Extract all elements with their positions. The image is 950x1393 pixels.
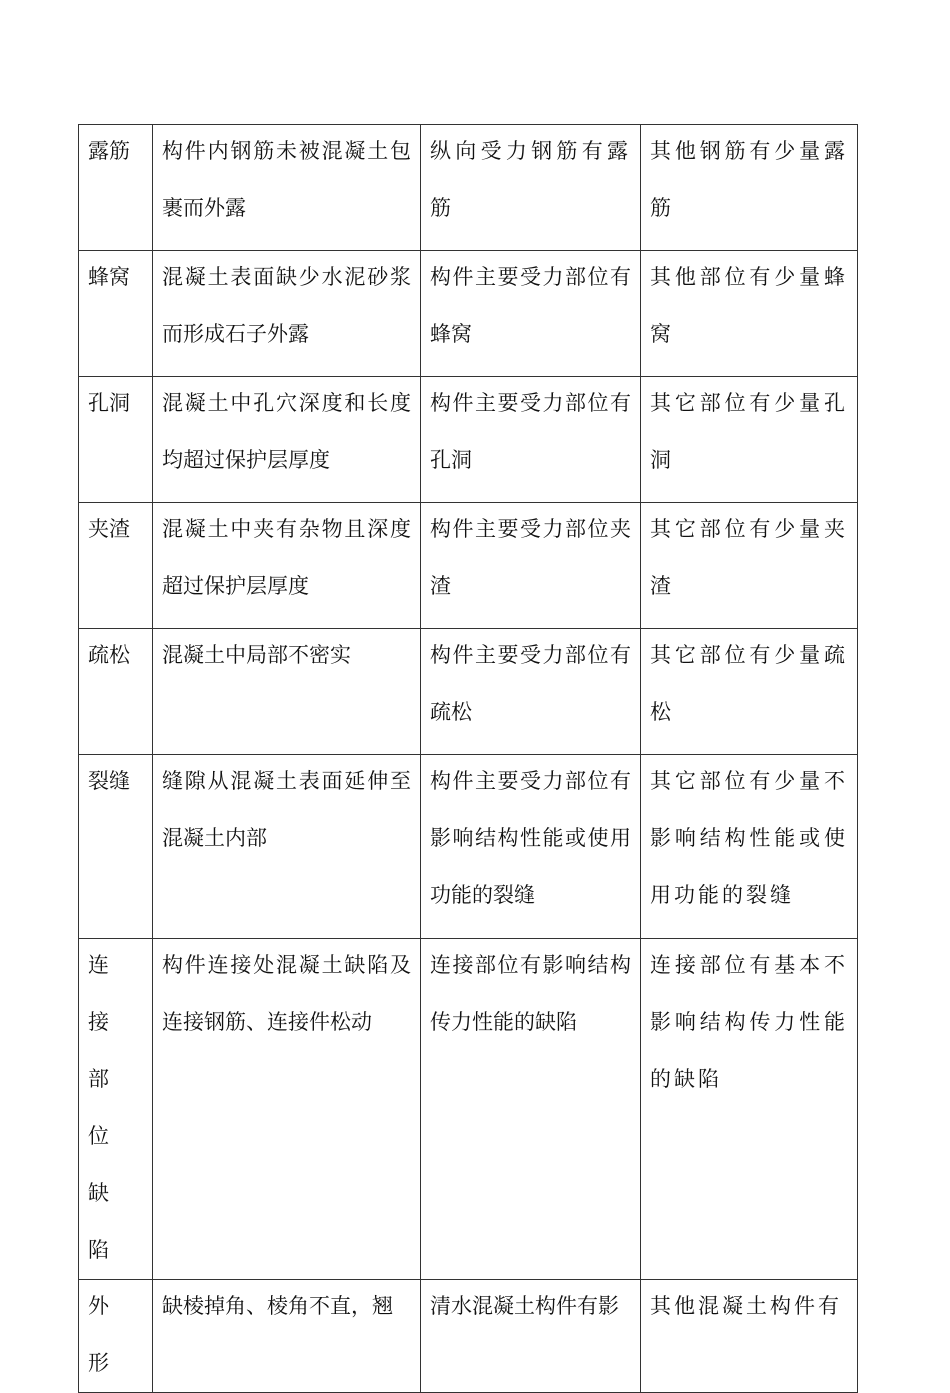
defect-description-cell: 构件连接处混凝土缺陷及连接钢筋、连接件松动: [153, 939, 421, 1280]
defect-description-cell: 构件内钢筋未被混凝土包裹而外露: [153, 125, 421, 251]
defect-name-cell: 孔洞: [79, 377, 153, 503]
general-defect-cell: 其它部位有少量疏松: [641, 629, 858, 755]
general-defect-cell: 连接部位有基本不影响结构传力性能的缺陷: [641, 939, 858, 1280]
serious-defect-cell: 构件主要受力部位有疏松: [421, 629, 641, 755]
defect-description-cell: 混凝土中夹有杂物且深度超过保护层厚度: [153, 503, 421, 629]
defect-description-cell: 混凝土表面缺少水泥砂浆而形成石子外露: [153, 251, 421, 377]
defects-table: [78, 124, 858, 1393]
general-defect-cell: 其它部位有少量夹渣: [641, 503, 858, 629]
serious-defect-cell: 清水混凝土构件有影: [421, 1280, 641, 1393]
defect-description-cell: 缝隙从混凝土表面延伸至混凝土内部: [153, 755, 421, 939]
defect-name-cell: 露筋: [79, 125, 153, 251]
table-row: [79, 125, 858, 251]
table-row: [79, 755, 858, 939]
serious-defect-cell: 构件主要受力部位有蜂窝: [421, 251, 641, 377]
general-defect-cell: 其它部位有少量孔洞: [641, 377, 858, 503]
table-row: [79, 939, 858, 1280]
table-row: [79, 377, 858, 503]
defect-name-cell: 连接部位缺陷: [79, 939, 153, 1280]
general-defect-cell: 其他混凝土构件有: [641, 1280, 858, 1393]
general-defect-cell: 其它部位有少量不影响结构性能或使用功能的裂缝: [641, 755, 858, 939]
general-defect-cell: 其他部位有少量蜂窝: [641, 251, 858, 377]
serious-defect-cell: 纵向受力钢筋有露筋: [421, 125, 641, 251]
serious-defect-cell: 构件主要受力部位夹渣: [421, 503, 641, 629]
table-row: [79, 629, 858, 755]
table-row: [79, 251, 858, 377]
defect-description-cell: 缺棱掉角、棱角不直，翘: [153, 1280, 421, 1393]
defect-name-cell: 外形: [79, 1280, 153, 1393]
serious-defect-cell: 构件主要受力部位有影响结构性能或使用功能的裂缝: [421, 755, 641, 939]
table-row: [79, 503, 858, 629]
general-defect-cell: 其他钢筋有少量露筋: [641, 125, 858, 251]
defect-name-cell: 蜂窝: [79, 251, 153, 377]
serious-defect-cell: 构件主要受力部位有孔洞: [421, 377, 641, 503]
defect-description-cell: 混凝土中局部不密实: [153, 629, 421, 755]
defect-name-cell: 夹渣: [79, 503, 153, 629]
defect-description-cell: 混凝土中孔穴深度和长度均超过保护层厚度: [153, 377, 421, 503]
table-row: [79, 1280, 858, 1393]
serious-defect-cell: 连接部位有影响结构传力性能的缺陷: [421, 939, 641, 1280]
defect-name-cell: 裂缝: [79, 755, 153, 939]
defect-name-cell: 疏松: [79, 629, 153, 755]
